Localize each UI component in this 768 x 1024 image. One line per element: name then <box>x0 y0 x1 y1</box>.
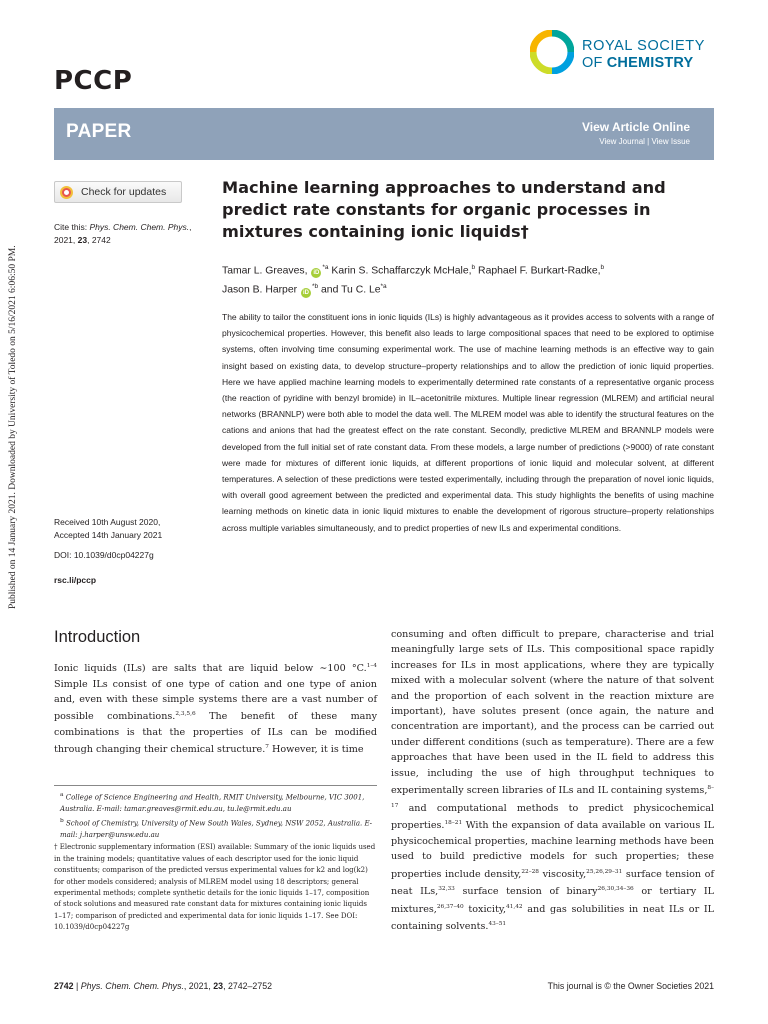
orcid-icon[interactable]: iD <box>313 270 320 277</box>
introduction-right-column <box>391 627 714 935</box>
body-paragraph: consuming and often difficult to prepare, characterise and trial meaningfully large sets of ILs. This compositional space rapidly increases for ILs in most applications, where they are typically mixed with a molecular solvent (where the nature of that solvent and the proportion of each solvent in the reaction mixture are important), have solutes present (once again, the nature and concentration are important), and the process can be carried out under different conditions (such as temperature). There are a few approaches that have been used in the IL field to address this issue, including the use of high throughput techniques to experimentally screen libraries of ILs and IL containing systems,$^{8-17}$ and computational methods to predict physicochemical properties.$^{18-21}$ With the expansion of data available on various IL physicochemical properties, machine learning methods have been used to build predictive models for such properties; these properties include density,$^{22-28}$ viscosity,$^{25,26,29-31}$ surface tension of neat ILs,$^{32,33}$ surface tension of binary$^{26,30,34-36}$ or tertiary IL mixtures,$^{26,37-40}$ toxicity,$^{41,42}$ and gas solubilities in neat ILs or IL containing solvents.$^{43-51}$ <box>391 629 714 933</box>
footnotes <box>54 785 377 935</box>
download-watermark: Published on 14 January 2021. Downloaded by University of Toledo on 5/16/2021 6:06:50 PM. <box>8 245 18 609</box>
footer-copyright: This journal is © the Owner Societies 2021 <box>547 981 714 991</box>
footer-citation: 2742 | Phys. Chem. Chem. Phys., 2021, 23, 2742–2752 <box>54 981 272 991</box>
orcid-icon[interactable]: iD <box>302 289 309 296</box>
link-separator: | <box>644 137 652 146</box>
publisher-name-line1: ROYAL SOCIETY <box>582 38 706 54</box>
view-article-online-link[interactable]: View Article Online <box>581 120 690 134</box>
journal-name: PCCP <box>54 66 133 96</box>
received-date: Received 10th August 2020, <box>54 517 161 527</box>
publisher-logo[interactable] <box>530 28 720 80</box>
citation: Cite this: Phys. Chem. Chem. Phys., 2021, 23, 2742 <box>54 222 192 245</box>
affiliation-a: $^a$ College of Science Engineering and Health, RMIT University, Melbourne, VIC 3001, Australia. E-mail: tamar.greaves@rmit.edu.au, tu.le@rmit.edu.au <box>60 792 365 813</box>
body-paragraph: Ionic liquids (ILs) are salts that are liquid below ∼100 °C.$^{1-4}$ Simple ILs consist of one type of cation and one type of anion and, even with these simple systems there are a vast number of possible combinations.$^{2,3,5,6}$ The benefit of these many combinations is that the properties of ILs can be modified through changing their chemical structure.$^7$ However, it is time <box>54 663 377 756</box>
check-updates-icon <box>60 186 73 199</box>
check-for-updates-button[interactable] <box>54 181 182 203</box>
publisher-name-line2: OF CHEMISTRY <box>582 55 694 71</box>
section-heading: Introduction <box>54 628 141 646</box>
doi[interactable]: DOI: 10.1039/d0cp04227g <box>54 550 154 560</box>
article-type: PAPER <box>66 121 132 142</box>
journal-link[interactable]: rsc.li/pccp <box>54 574 97 585</box>
view-journal-link[interactable]: View Journal <box>599 137 645 146</box>
rsc-ring-icon <box>530 30 574 74</box>
abstract: The ability to tailor the constituent ions in ionic liquids (ILs) is highly advantageous as it provides access to solvents with a range of physicochemical properties. However, this benefit also leads to large compositional spaces that need to be explored to optimise systems, often involving time consuming experimental work. The use of machine learning methods is an effective way to gain insight based on existing data, to develop structure–property relationships and to allow the prediction of ionic liquid properties. Here we have applied machine learning models to experimentally determined rate constants of a representative organic process (the reaction of pyridine with benzyl bromide) in IL–acetonitrile mixtures. Multiple linear regression (MLREM) and artificial neural networks (BRANNLP) were both able to model the data well. The MLREM model was able to identify the structural features on the cations and anions that had the greatest effect on the rate constant. Secondly, predictive MLREM and BRANNLP models were developed from the full initial set of rate constant data. From these models, a large number of predictions (>9000) of rate constant were made for mixtures of different ionic liquids, at different proportions of ionic liquid and molecular solvent, at different temperatures. A selection of these predictions were tested experimentally, including through the preparation of novel ionic liquids, with overall good agreement between the predicted and experimental data. This study highlights the benefits of using machine learning methods on kinetic data in ionic liquid mixtures to enable the development of rigorous structure–property relationships across multiple variables simultaneously, and to predict properties of new ILs and experimental conditions. <box>222 312 714 533</box>
article-title: Machine learning approaches to understand and predict rate constants for organic processes in mixtures containing ionic liquids† <box>222 178 666 241</box>
introduction-left-column <box>54 628 377 758</box>
article-type-banner <box>54 108 714 160</box>
check-updates-label: Check for updates <box>81 186 167 198</box>
affiliation-b: $^b$ School of Chemistry, University of New South Wales, Sydney, NSW 2052, Australia. E-mail: j.harper@unsw.edu.au <box>60 818 373 839</box>
banner-sublinks <box>599 137 690 146</box>
esi-note: † Electronic supplementary information (ESI) available: Summary of the ionic liquids used in the training models; quantitative values of each descriptor used for the ionic liquid constituents; comparison of the predicted versus experimental values for k2 and log(k2) for other models considered; analysis of MLREM model using 18 descriptors; general experimental methods; complete synthetic details for the ionic liquids 1–17, composition of stock solutions and measured rate constant data for mixtures containing ionic liquids 1–17; comparison of predicted and experimental data for ionic liquids 1–17. See DOI: 10.1039/d0cp04227g <box>54 843 376 932</box>
article-meta <box>54 516 214 586</box>
view-issue-link[interactable]: View Issue <box>651 137 690 146</box>
accepted-date: Accepted 14th January 2021 <box>54 529 163 540</box>
author-list: Tamar L. Greaves, $iD^{*a}$ Karin S. Schaffarczyk McHale,$^b$ Raphael F. Burkart-Radke,$^b$ Jason B. Harper $iD^{*b}$ and Tu C. Le$^{*a}$ <box>222 264 605 296</box>
